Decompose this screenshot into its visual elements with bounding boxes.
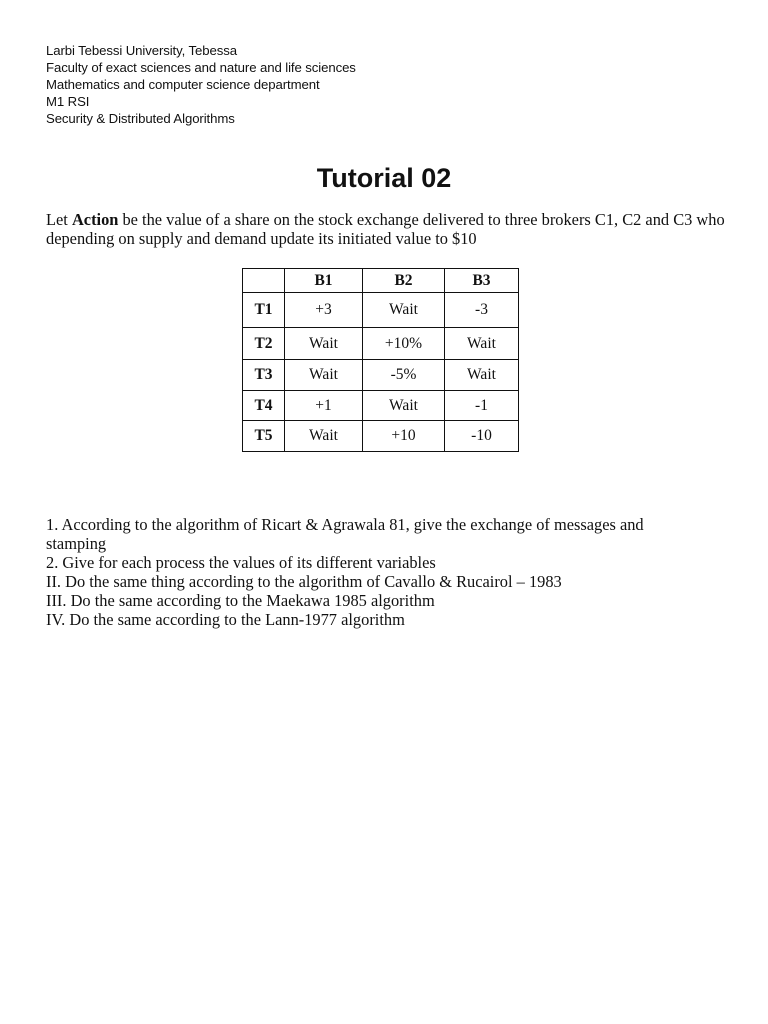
table-cell: Wait [285, 328, 363, 360]
column-header: B1 [285, 269, 363, 293]
header-department: Mathematics and computer science department [46, 77, 320, 92]
page-title: Tutorial 02 [316, 163, 452, 193]
question-item: 1. According to the algorithm of Ricart & Agrawala 81, give the exchange of messages and stamping [46, 515, 644, 553]
table-cell: Wait [363, 391, 445, 421]
table-cell: -10 [445, 421, 519, 452]
question-item: III. Do the same according to the Maekawa 1985 algorithm [46, 591, 435, 610]
intro-paragraph [46, 210, 736, 248]
table-row [243, 360, 519, 391]
row-label: T1 [243, 293, 285, 328]
table-cell: +10% [363, 328, 445, 360]
row-label: T4 [243, 391, 285, 421]
table-cell: Wait [363, 293, 445, 328]
table-cell: -3 [445, 293, 519, 328]
table-row [243, 293, 519, 328]
row-label: T5 [243, 421, 285, 452]
table-cell: Wait [285, 421, 363, 452]
question-item: II. Do the same thing according to the algorithm of Cavallo & Rucairol – 1983 [46, 572, 562, 591]
table-cell: Wait [445, 360, 519, 391]
question-list [46, 515, 686, 629]
document-header [46, 42, 356, 127]
header-faculty: Faculty of exact sciences and nature and life sciences [46, 60, 356, 75]
broker-table [242, 268, 519, 452]
question-item: IV. Do the same according to the Lann-1977 algorithm [46, 610, 405, 629]
header-level: M1 RSI [46, 94, 90, 109]
table-cell: +1 [285, 391, 363, 421]
row-label: T3 [243, 360, 285, 391]
table-cell: -5% [363, 360, 445, 391]
column-header: B3 [445, 269, 519, 293]
table-header-row [243, 269, 519, 293]
column-header: B2 [363, 269, 445, 293]
header-university: Larbi Tebessi University, Tebessa [46, 43, 237, 58]
table-cell: +3 [285, 293, 363, 328]
table-row [243, 421, 519, 452]
table-cell: Wait [285, 360, 363, 391]
intro-prefix: Let [46, 210, 72, 229]
intro-text: be the value of a share on the stock exchange delivered to three brokers C1, C2 and C3 who depending on supply and demand update its initiated value to $10 [46, 210, 725, 248]
table-cell: +10 [363, 421, 445, 452]
table-corner-cell [243, 269, 285, 293]
table-row [243, 328, 519, 360]
question-item: 2. Give for each process the values of its different variables [46, 553, 436, 572]
table-row [243, 391, 519, 421]
table-cell: Wait [445, 328, 519, 360]
row-label: T2 [243, 328, 285, 360]
table-cell: -1 [445, 391, 519, 421]
header-course: Security & Distributed Algorithms [46, 111, 235, 126]
intro-keyword: Action [71, 210, 119, 229]
